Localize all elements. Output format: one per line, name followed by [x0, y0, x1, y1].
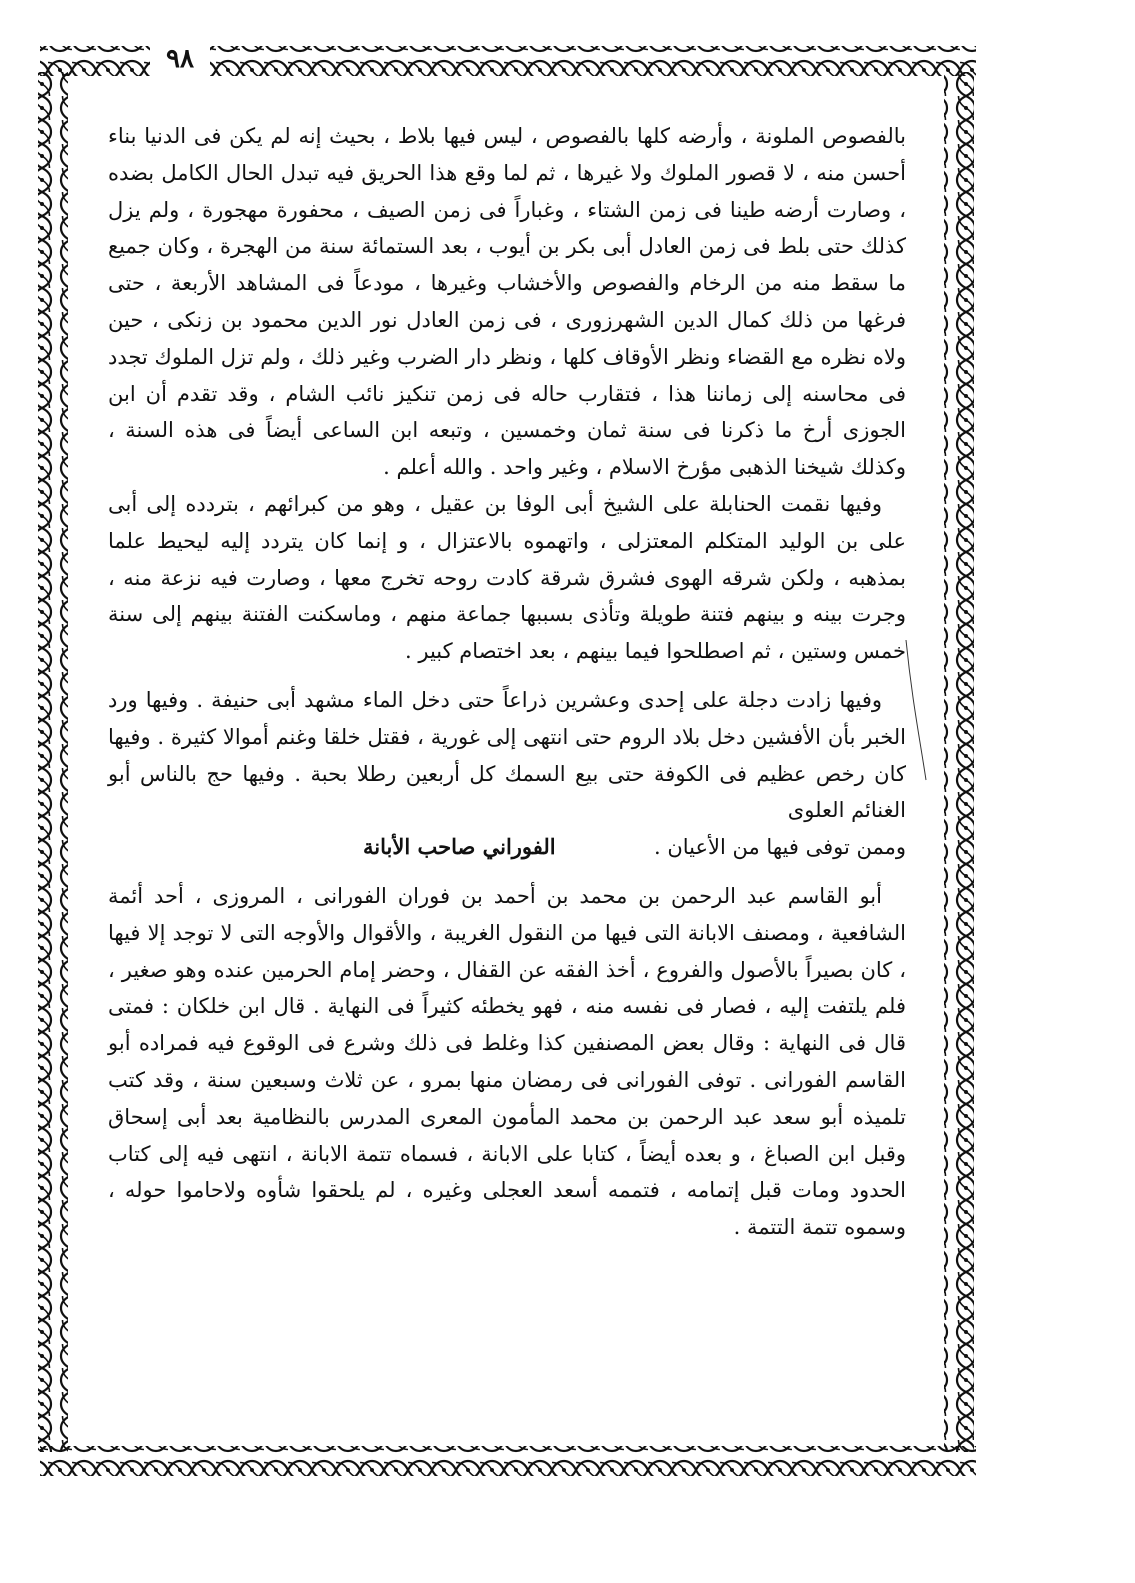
text-line: فى زمن تنكيز نائب الشام ، وقد تقدم أن ابن الجوزى أرخ ما ذكرنا فى سنة ثمان وخمسين ، وتبعه: [108, 381, 906, 443]
text-line: ومصنف الابانة التى فيها من النقول الغريبة ، والأقوال والأوجه التى لا توجد إلا فيها ، كان بصيراً: [108, 920, 907, 982]
paragraph: [108, 682, 906, 829]
text-line: الوليد المتكلم المعتزلى ، واتهموه بالاعتزال ، و إنما كان يتردد إليه ليحيط علما بمذهبه ، ولكن شرقه: [108, 528, 907, 590]
text-line: رخص عظيم فى الكوفة حتى بيع السمك كل أربعين رطلا بحبة . وفيها حج بالناس أبو الغنائم العلوى: [108, 761, 906, 823]
text-body: [108, 118, 906, 1246]
paragraph: [108, 486, 906, 670]
text-line: ابن الساعى أيضاً فى هذه السنة ، وكذلك شيخنا الذهبى مؤرخ الاسلام ، وغير واحد . والله أعلم .: [108, 418, 906, 480]
text-line: بالأصول والفروع ، أخذ الفقه عن القفال ، وحضر إمام الحرمين عنده وهو صغير ، فلم يلتفت إليه ،: [108, 957, 907, 1019]
text-line: والفصوص والأخشاب وغيرها ، مودعاً فى المشاهد الأربعة ، حتى فرغها من ذلك كمال الدين: [108, 271, 906, 332]
text-line: أبو القاسم عبد الرحمن بن محمد بن أحمد بن فوران الفورانى ، المروزى ، أحد أئمة الشافعية ،: [108, 883, 907, 945]
paragraph: [108, 118, 906, 486]
text-line: وممن توفى فيها من الأعيان .: [654, 835, 906, 860]
section-heading: الفوراني صاحب الأبانة: [363, 834, 556, 860]
text-line: شأوه ولاحاموا حوله ، وسموه تتمة التتمة .: [108, 1178, 906, 1240]
text-line: الشهرزورى ، فى زمن العادل نور الدين محمود بن زنكى ، حين ولاه نظره مع القضاء ونظر الأوقاف: [108, 307, 906, 369]
text-line: رمضان منها بمرو ، عن ثلاث وسبعين سنة ، وقد كتب تلميذه أبو سعد عبد الرحمن بن محمد المأمون: [108, 1067, 906, 1129]
text-line: المعرى المدرس بالنظامية بعد أبى إسحاق وقبل ابن الصباغ ، و بعده أيضاً ، كتابا على الابانة ، فسماه: [108, 1104, 906, 1166]
text-line: فى زمن العادل أبى بكر بن أيوب ، بعد الستمائة سنة من الهجرة ، وكان جميع ما سقط منه من الرخام: [108, 234, 906, 296]
text-line: بالفصوص الملونة ، وأرضه كلها بالفصوص ، ليس فيها بلاط ، بحيث إنه لم يكن فى الدنيا بناء أحسن: [108, 124, 907, 185]
text-line: كلها ، ونظر دار الضرب وغير ذلك ، ولم تزل الملوك تجدد فى محاسنه إلى زماننا هذا ، فتقارب حاله: [108, 344, 907, 406]
text-line: فصار فى نفسه منه ، فهو يخطئه كثيراً فى النهاية . قال ابن خلكان : فمتى قال فى النهاية : وقال بعض: [108, 994, 906, 1056]
text-line: الهوى فشرق شرقة كادت روحه تخرج معها ، وصارت فيه نزعة منه ، وجرت بينه و بينهم فتنة طويلة: [108, 565, 906, 627]
text-line: أرضه طينا فى زمن الشتاء ، وغباراً فى زمن الصيف ، محفورة مهجورة ، ولم يزل كذلك حتى بلط: [108, 197, 906, 259]
text-line: المصنفين كذا وغلط فى ذلك وشرع فى الوقوع فيه فمراده أبو القاسم الفورانى . توفى الفورانى فى: [108, 1031, 906, 1092]
text-line: بعد اختصام كبير .: [405, 639, 556, 664]
text-line: وفيها نقمت الحنابلة على الشيخ أبى الوفا بن عقيل ، وهو من كبرائهم ، بتردده إلى أبى على بن: [108, 491, 907, 553]
paragraph: [108, 829, 906, 866]
text-line: وتأذى بسببها جماعة منهم ، وماسكنت الفتنة بينهم إلى سنة خمس وستين ، ثم اصطلحوا فيما بينهم ،: [108, 602, 906, 664]
text-line: وفيها زادت دجلة على إحدى وعشرين ذراعاً حتى دخل الماء مشهد أبى حنيفة . وفيها ورد الخبر: [108, 687, 906, 749]
text-line: بأن الأفشين دخل بلاد الروم حتى انتهى إلى غورية ، فقتل خلقا وغنم أموالا كثيرة . وفيها كان: [108, 724, 906, 786]
page-number: ٩٨: [150, 42, 210, 76]
text-line: منه ، لا قصور الملوك ولا غيرها ، ثم لما وقع هذا الحريق فيه تبدل الحال الكامل بضده ، وصارت: [108, 160, 906, 222]
text-line: تتمة الابانة ، انتهى فيه إلى كتاب الحدود ومات قبل إتمامه ، فتممه أسعد العجلى وغيره ، لم يلحقوا: [108, 1141, 907, 1203]
paragraph: [108, 878, 906, 1246]
